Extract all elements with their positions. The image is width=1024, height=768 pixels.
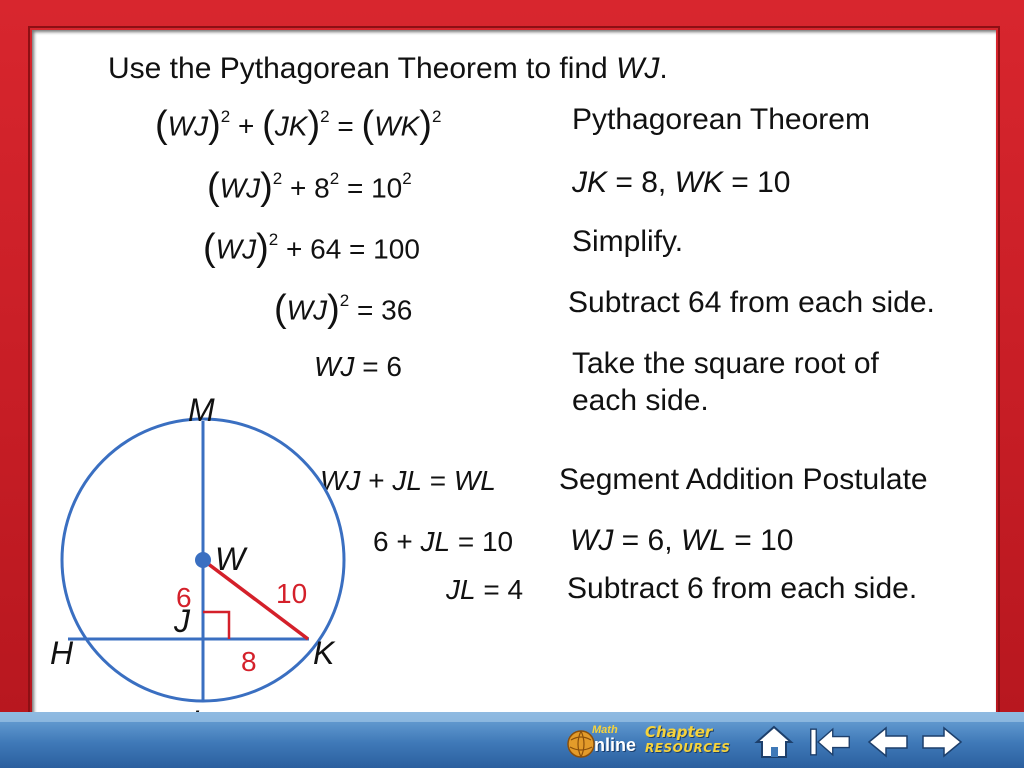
next-button[interactable] — [920, 722, 964, 762]
center-point — [195, 552, 211, 568]
measure-wk: 10 — [276, 578, 308, 609]
navigation-bar-highlight — [0, 712, 1024, 722]
chapter-resources-button[interactable] — [645, 725, 745, 761]
reason-3: Simplify. — [572, 225, 684, 258]
equation-6: WJ + JL = WL — [320, 465, 496, 496]
reason-2: JK = 8, WK = 10 — [572, 166, 791, 199]
reason-1: Pythagorean Theorem — [572, 103, 870, 136]
reason-5-line-1: Take the square root of — [572, 347, 879, 380]
equation-4: (WJ)$^2$ = 36 — [274, 288, 413, 331]
measure-wj: 6 — [176, 582, 192, 613]
chapter-label: Chapter — [645, 723, 713, 741]
first-slide-icon — [808, 725, 852, 759]
equation-2: $(WJ)^2 + 8^2 = 10^2$ — [207, 166, 412, 209]
math-online-label-2: nline — [594, 735, 637, 755]
math-online-label-1: Math — [592, 724, 618, 736]
reason-5-line-2: each side. — [572, 384, 709, 417]
label-w: W — [215, 541, 246, 577]
reason-6: Segment Addition Postulate — [559, 463, 928, 496]
measure-jk: 8 — [241, 646, 257, 677]
home-icon — [754, 724, 794, 760]
label-k: K — [313, 635, 335, 671]
right-angle-mark — [203, 612, 229, 639]
resources-label: RESOURCES — [645, 741, 731, 755]
first-slide-button[interactable] — [808, 722, 852, 762]
reason-7: WJ = 6, WL = 10 — [570, 524, 794, 557]
equation-5: WJ = 6 — [314, 351, 402, 382]
previous-button[interactable] — [866, 722, 910, 762]
label-j: J — [174, 603, 190, 639]
equation-1: (WJ)$^2$ + (JK)$^2$ = (WK)$^2$ — [155, 104, 442, 147]
previous-icon — [866, 725, 910, 759]
equation-7: 6 + JL = 10 — [373, 526, 514, 557]
circle-diagram — [40, 385, 360, 745]
label-h: H — [50, 635, 74, 671]
home-button[interactable] — [752, 722, 796, 762]
reason-8: Subtract 6 from each side. — [567, 572, 918, 605]
math-online-button[interactable] — [565, 722, 635, 762]
equation-8: JL = 4 — [446, 574, 524, 605]
next-icon — [920, 725, 964, 759]
reason-4: Subtract 64 from each side. — [568, 286, 935, 319]
slide-title: Use the Pythagorean Theorem to find WJ. — [108, 52, 668, 85]
label-m: M — [188, 392, 215, 428]
equation-3: (WJ)$^2$ + 64 = 100 — [203, 227, 420, 270]
